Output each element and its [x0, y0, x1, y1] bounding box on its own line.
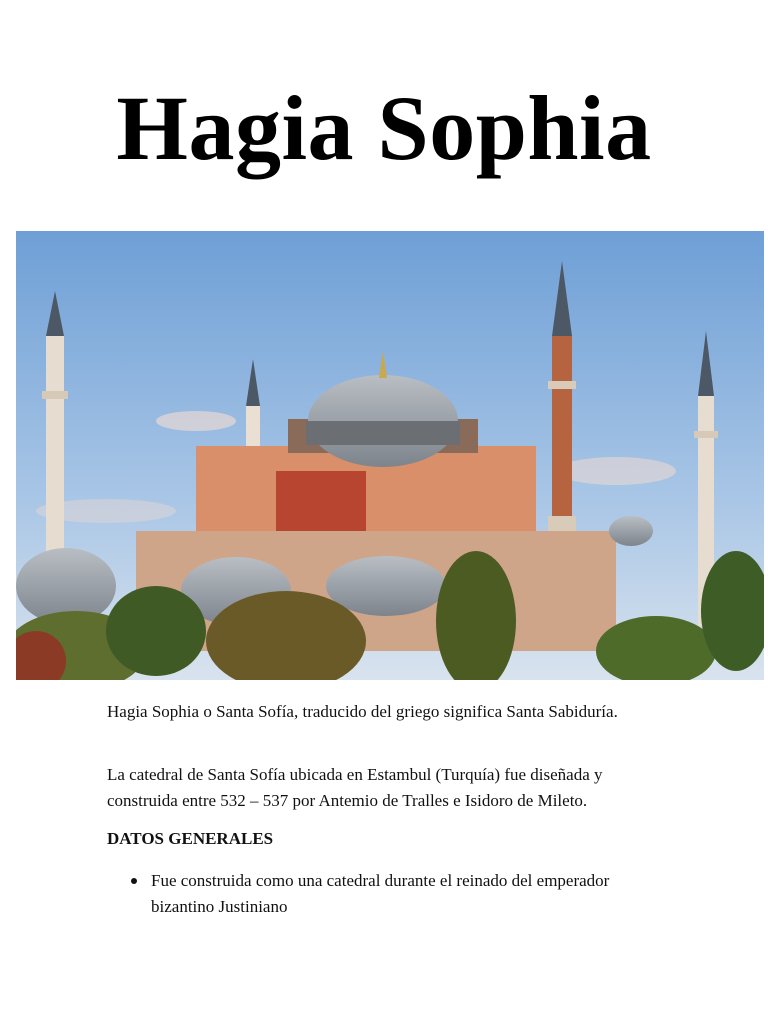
page-title: Hagia Sophia [116, 77, 652, 179]
hagia-sophia-photo [16, 231, 764, 680]
bullet-icon [131, 878, 137, 884]
list-item-text: Fue construida como una catedral durante el reinado del emperador bizantino Justiniano [151, 871, 610, 916]
section-heading: DATOS GENERALES [107, 829, 274, 848]
intro-paragraph: Hagia Sophia o Santa Sofía, traducido del griego significa Santa Sabiduría. [107, 702, 618, 721]
list-item [107, 868, 667, 920]
facts-list [107, 868, 667, 920]
history-paragraph: La catedral de Santa Sofía ubicada en Estambul (Turquía) fue diseñada y construida entre 532 – 537 por Antemio de Tralles e Isidoro de Mileto. [107, 765, 603, 810]
